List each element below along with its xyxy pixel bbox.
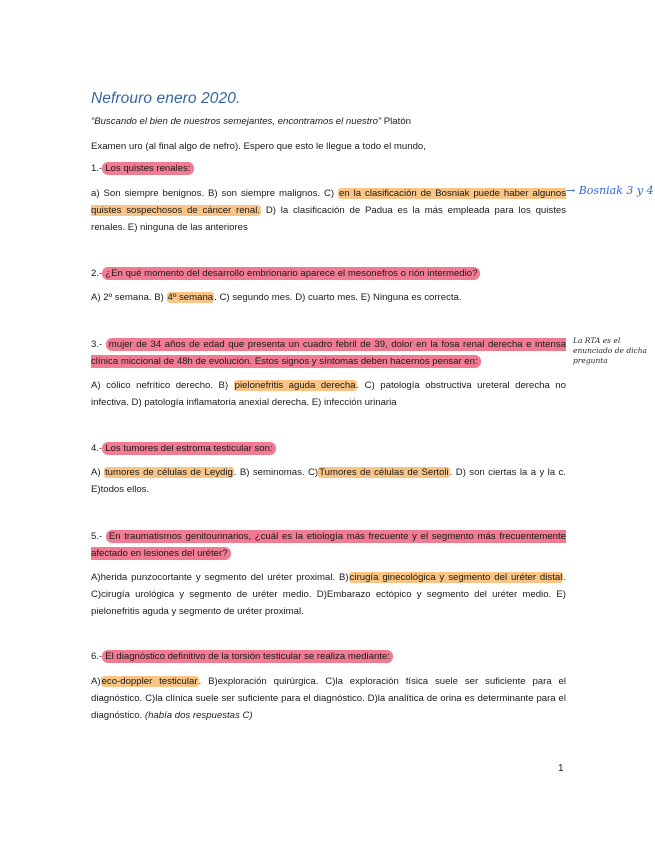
- answer-text: . C)cirugía urológica y segmento de uréter medio. D)Embarazo ectópico y segmento del uréter medio. E) pielonefritis aguda y segmento de uréter proximal.: [91, 572, 566, 617]
- page-number: 1: [558, 763, 564, 774]
- document-title: Nefrouro enero 2020.: [91, 90, 241, 107]
- answer-highlight: cirugía ginecológica y segmento del uréter distal: [349, 572, 563, 583]
- question-number: 6.-: [91, 651, 103, 662]
- answer-remark: (había dos respuestas C): [144, 710, 253, 721]
- answer-highlight: Tumores de células de Sertoli: [319, 467, 449, 478]
- answer-text: . C) segundo mes. D) cuarto mes. E) Ninguna es correcta.: [214, 292, 462, 303]
- answer-highlight: eco-doppler testicular: [101, 676, 198, 687]
- intro-text: Examen uro (al final algo de nefro). Espero que esto le llegue a todo el mundo,: [91, 141, 426, 152]
- question-3-answers: [91, 377, 566, 411]
- answer-highlight: 4º semana: [167, 292, 214, 303]
- answer-text: . B)exploración quirúrgica. C)la exploración física suele ser suficiente para el diagnóstico. C)la clínica suele ser suficiente para el diagnóstico. D)la analítica de orina es determinante para el diagnóstico.: [91, 676, 566, 721]
- question-number: 5.-: [91, 531, 103, 542]
- answer-text: . D) son ciertas la a y la c. E)todos ellos.: [91, 467, 567, 495]
- stem-highlight: mujer de 34 años de edad que presenta un cuadro febril de 39, dolor en la fosa renal derecha e intensa clínica miccional de 48h de evolución. Estos signos y síntomas deben hacernos pensar en:: [91, 339, 566, 367]
- question-number: 4.-: [91, 443, 103, 454]
- answer-text: . B) seminomas. C): [233, 467, 319, 478]
- question-number: 2.-: [91, 268, 103, 279]
- stem-highlight: Los tumores del estroma testicular son:: [102, 442, 275, 455]
- answer-text: D) la clasificación de Padua es la más empleada para los quistes renales. E) ninguna de las anteriores: [91, 205, 566, 233]
- answer-text: A): [91, 467, 105, 478]
- answer-text: . C) patología obstructiva ureteral derecha no infectiva. D) patología inflamatoria anexial derecha. E) infección urinaria: [91, 380, 566, 408]
- stem-highlight: Los quistes renales:: [102, 162, 193, 175]
- question-4-stem: [91, 440, 566, 457]
- handwritten-note-3: La RTA es el enunciado de dicha pregunta: [573, 336, 648, 365]
- answer-text: A) 2º semana. B): [91, 292, 167, 303]
- answer-text: A)herida punzocortante y segmento del uréter proximal. B): [91, 572, 349, 583]
- question-2-stem: [91, 265, 566, 282]
- question-1-answers: [91, 185, 566, 236]
- answer-highlight: pielonefritis aguda derecha: [234, 380, 356, 391]
- question-number: 1.-: [91, 163, 103, 174]
- answer-highlight: en la clasificación de Bosniak puede haber algunos quistes sospechosos de cáncer renal.: [91, 188, 566, 216]
- answer-text: A): [91, 676, 101, 687]
- answer-text: A) cólico nefrítico derecho. B): [91, 380, 234, 391]
- question-1-stem: [91, 160, 566, 177]
- question-3-stem: [91, 336, 566, 370]
- question-number: 3.-: [91, 339, 103, 350]
- answer-text: a) Son siempre benignos. B) son siempre malignos. C): [91, 188, 339, 199]
- stem-highlight: En traumatismos genitourinarios, ¿cuál es la etiología más frecuente y el segmento más frecuentemente afectado en lesiones del uréter?: [91, 531, 567, 559]
- handwritten-note-1: → Bosniak 3 y 4: [566, 184, 654, 197]
- stem-highlight: ¿En qué momento del desarrollo embrionario aparece el mesonefros o rión intermedio?: [102, 267, 480, 280]
- epigraph: [91, 116, 411, 127]
- question-6-stem: [91, 648, 566, 665]
- question-6-answers: [91, 673, 566, 724]
- quote-text: “Buscando el bien de nuestros semejantes, encontramos el nuestro”: [91, 116, 382, 127]
- stem-highlight: El diagnóstico definitivo de la torsión testicular se realiza mediante:: [102, 650, 393, 663]
- question-5-answers: [91, 569, 566, 620]
- quote-author: Platón: [383, 116, 411, 127]
- answer-highlight: tumores de células de Leydig: [105, 467, 233, 478]
- question-2-answers: [91, 289, 566, 306]
- question-5-stem: [91, 528, 566, 562]
- question-4-answers: [91, 464, 566, 498]
